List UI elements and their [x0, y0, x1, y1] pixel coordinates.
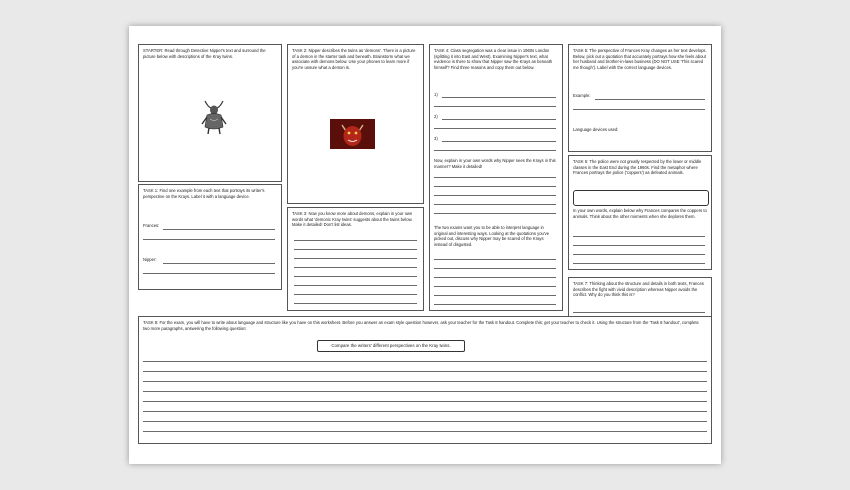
answer-line[interactable]: [434, 195, 556, 196]
task4-number-1: 1): [434, 92, 438, 97]
answer-line[interactable]: [294, 249, 417, 250]
answer-line[interactable]: [294, 294, 417, 295]
answer-line[interactable]: [434, 268, 556, 269]
task4-number-2: 2): [434, 114, 438, 119]
answer-line[interactable]: [143, 401, 707, 402]
answer-line[interactable]: [143, 421, 707, 422]
answer-line[interactable]: [434, 204, 556, 205]
demon-sketch-image: [199, 97, 229, 135]
answer-line[interactable]: [294, 285, 417, 286]
task6-text: TASK 6: The police were not greatly respected by the lower or middle classes in the East End during the 1960s. Find the metaphor where Frances portrays the police ('coppers') as defeated animals.: [573, 159, 702, 176]
answer-line[interactable]: [143, 391, 707, 392]
answer-line[interactable]: [573, 109, 705, 110]
answer-line[interactable]: [143, 431, 707, 432]
answer-line[interactable]: [573, 312, 705, 313]
answer-line[interactable]: [294, 303, 417, 304]
answer-line[interactable]: [294, 240, 417, 241]
task5-example-label: Example:: [573, 93, 591, 98]
task4-explain-text: Now, explain in your own words why Nipper sees the Krays in this manner? Make it detailed!: [434, 158, 556, 169]
answer-line[interactable]: [294, 267, 417, 268]
answer-line[interactable]: [143, 371, 707, 372]
task1-box: [138, 184, 282, 290]
answer-line[interactable]: [143, 239, 275, 240]
red-demon-face-icon: [330, 119, 375, 149]
answer-line[interactable]: [294, 276, 417, 277]
answer-line[interactable]: [434, 213, 556, 214]
task6-explain-text: In your own words, explain below why Frances compares the coppers to animals. Think about the other moments when she deplores them.: [573, 208, 707, 219]
task4-number-3: 3): [434, 136, 438, 141]
answer-line[interactable]: [143, 273, 275, 274]
task8-text: TASK 8: For the exam, you will have to write about language and structure like you have on this worksheet. Before you answer an exam style question however, ask your teacher for the Task 8 handout. Complete this; get your teacher to check it. Using the structure from the 'Task 8 handout', complete two more paragraphs, answering the following question:: [143, 320, 699, 331]
task7-text: TASK 7: Thinking about the structure and details in both texts, Frances describes the fight with vivid description whereas Nipper avoids the conflict. Why do you think this is?: [573, 281, 704, 298]
task2-box: [287, 44, 424, 204]
answer-line[interactable]: [434, 286, 556, 287]
task3-text: TASK 3: Now you know more about demons, explain in your own words what 'demonic Kray twins' suggests about the twins below. Make it detailed! Don't list ideas.: [292, 211, 413, 228]
task3-box: [287, 207, 424, 311]
answer-line[interactable]: [163, 229, 275, 230]
task1-frances-label: Frances:: [143, 223, 160, 228]
task6-box: [568, 155, 712, 270]
answer-line[interactable]: [143, 381, 707, 382]
answer-line[interactable]: [434, 186, 556, 187]
task5-box: [568, 44, 712, 152]
answer-line[interactable]: [573, 236, 705, 237]
answer-line[interactable]: [573, 263, 705, 264]
answer-line[interactable]: [442, 141, 556, 142]
red-demon-image: [330, 119, 375, 149]
answer-line[interactable]: [434, 295, 556, 296]
answer-line[interactable]: [442, 119, 556, 120]
answer-line[interactable]: [163, 263, 275, 264]
answer-line[interactable]: [143, 411, 707, 412]
worksheet-page: [129, 26, 721, 464]
task4-box: [429, 44, 563, 311]
starter-box: [138, 44, 282, 182]
task5-text: TASK 5: The perspective of Frances Kray changes as her text develops. Below, pick out a quotation that accurately portrays how she feels about her husband and brother-in-laws business (DO NOT USE 'This scared me though'). Label with the correct language devices.: [573, 48, 707, 70]
answer-line[interactable]: [434, 277, 556, 278]
answer-line[interactable]: [573, 254, 705, 255]
metaphor-answer-box[interactable]: [573, 190, 709, 206]
task2-text: TASK 2: Nipper describes the twins as 'demons'. There is a picture of a demon in the starter task and beneath. Brainstorm what we associate with demons below. Use your phones to learn more if you're unsure what a demon is.: [292, 48, 416, 70]
answer-line[interactable]: [434, 106, 556, 107]
task8-box: [138, 316, 712, 444]
answer-line[interactable]: [595, 99, 705, 100]
answer-line[interactable]: [434, 177, 556, 178]
answer-line[interactable]: [434, 304, 556, 305]
task4-exam-text: The two exams want you to be able to interpret language in original and interesting ways. Looking at the quotations you've picked out, discuss why Nipper may be scared of the Krays instead of disgusted.: [434, 225, 550, 247]
task1-nipper-label: Nipper:: [143, 257, 157, 262]
answer-line[interactable]: [294, 258, 417, 259]
task5-devices-label: Language devices used:: [573, 127, 619, 132]
task4-text: TASK 4: Class segregation was a clear issue in 1960s London (splitting it into East and West). Examining Nipper's text, what evidence is there to show that Nipper saw the Krays as beneath himself? Find three reasons and copy them out below.: [434, 48, 553, 70]
task1-text: TASK 1: Find one example from each text that portrays its writer's perspective on the Krays. Label it with a language device.: [143, 188, 265, 199]
answer-line[interactable]: [434, 150, 556, 151]
answer-line[interactable]: [434, 259, 556, 260]
starter-text: STARTER: Read through Detective Nipper's text and surround the picture below with descriptions of the Kray twins.: [143, 48, 266, 59]
answer-line[interactable]: [434, 128, 556, 129]
answer-line[interactable]: [573, 245, 705, 246]
answer-line[interactable]: [143, 361, 707, 362]
task8-question-box: Compare the writers' different perspectives on the Kray twins.: [317, 340, 465, 352]
answer-line[interactable]: [442, 97, 556, 98]
